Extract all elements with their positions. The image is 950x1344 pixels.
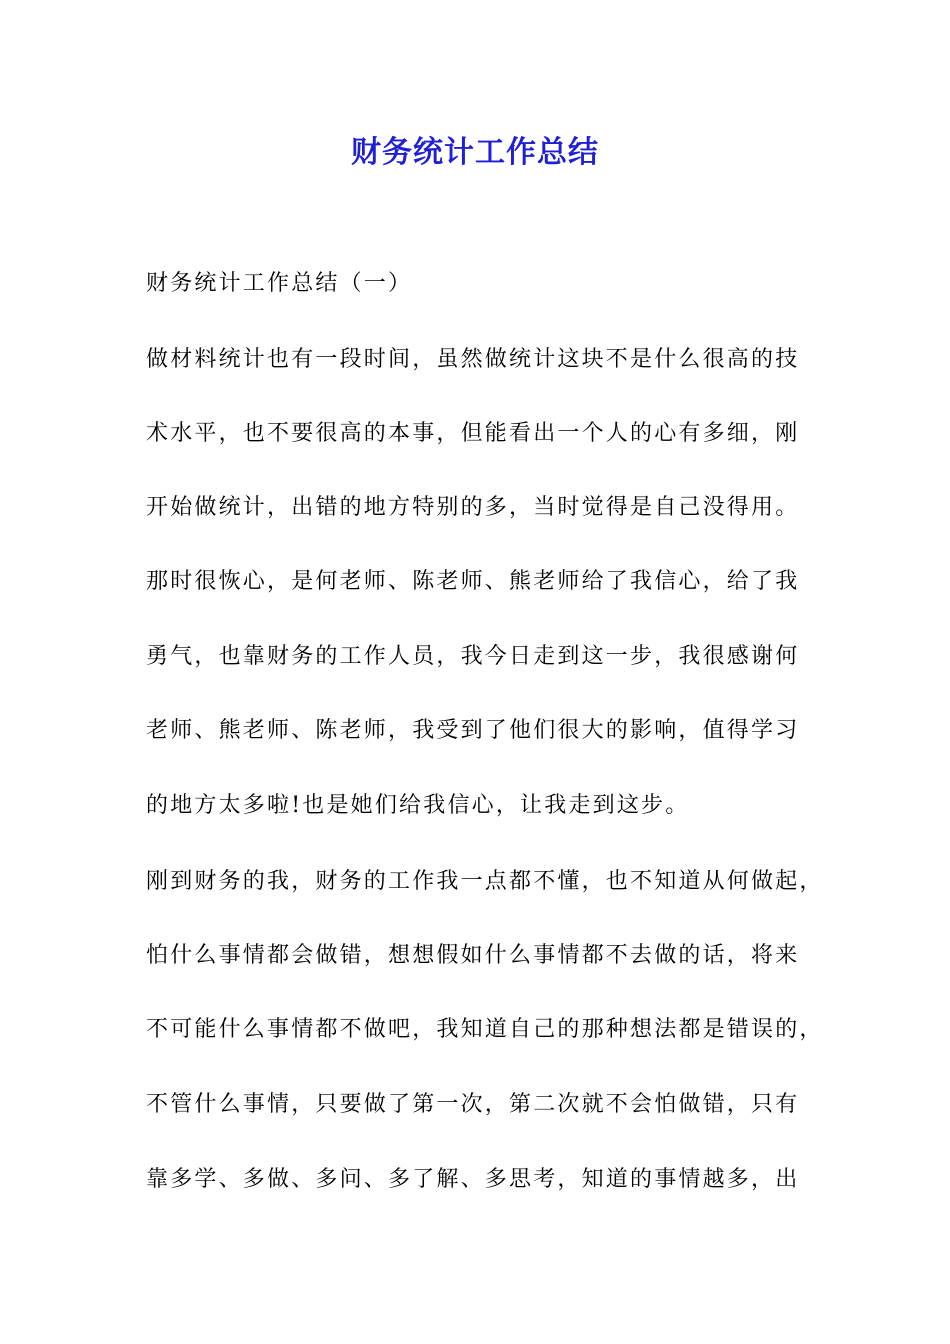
paragraph-line: 勇气，也靠财务的工作人员，我今日走到这一步，我很感谢何 — [146, 644, 800, 669]
paragraph-line: 那时很恢心，是何老师、陈老师、熊老师给了我信心，给了我 — [146, 569, 800, 594]
section-heading: 财务统计工作总结（一） — [146, 271, 413, 296]
paragraph-line: 靠多学、多做、多问、多了解、多思考，知道的事情越多，出 — [146, 1167, 800, 1192]
paragraph-line: 做材料统计也有一段时间，虽然做统计这块不是什么很高的技 — [146, 347, 800, 372]
paragraph-line: 术水平，也不要很高的本事，但能看出一个人的心有多细，刚 — [146, 421, 800, 446]
document-title: 财务统计工作总结 — [351, 135, 599, 170]
paragraph-line: 怕什么事情都会做错，想想假如什么事情都不去做的话，将来 — [146, 943, 800, 968]
paragraph-line: 不管什么事情，只要做了第一次，第二次就不会怕做错，只有 — [146, 1092, 800, 1117]
paragraph-line: 开始做统计，出错的地方特别的多，当时觉得是自己没得用。 — [146, 495, 800, 520]
paragraph-line: 老师、熊老师、陈老师，我受到了他们很大的影响，值得学习 — [146, 718, 800, 743]
paragraph-line: 刚到财务的我，财务的工作我一点都不懂，也不知道从何做起， — [146, 869, 824, 894]
paragraph-line: 的地方太多啦!也是她们给我信心，让我走到这步。 — [146, 793, 690, 818]
paragraph-line: 不可能什么事情都不做吧，我知道自己的那种想法都是错误的， — [146, 1017, 824, 1042]
